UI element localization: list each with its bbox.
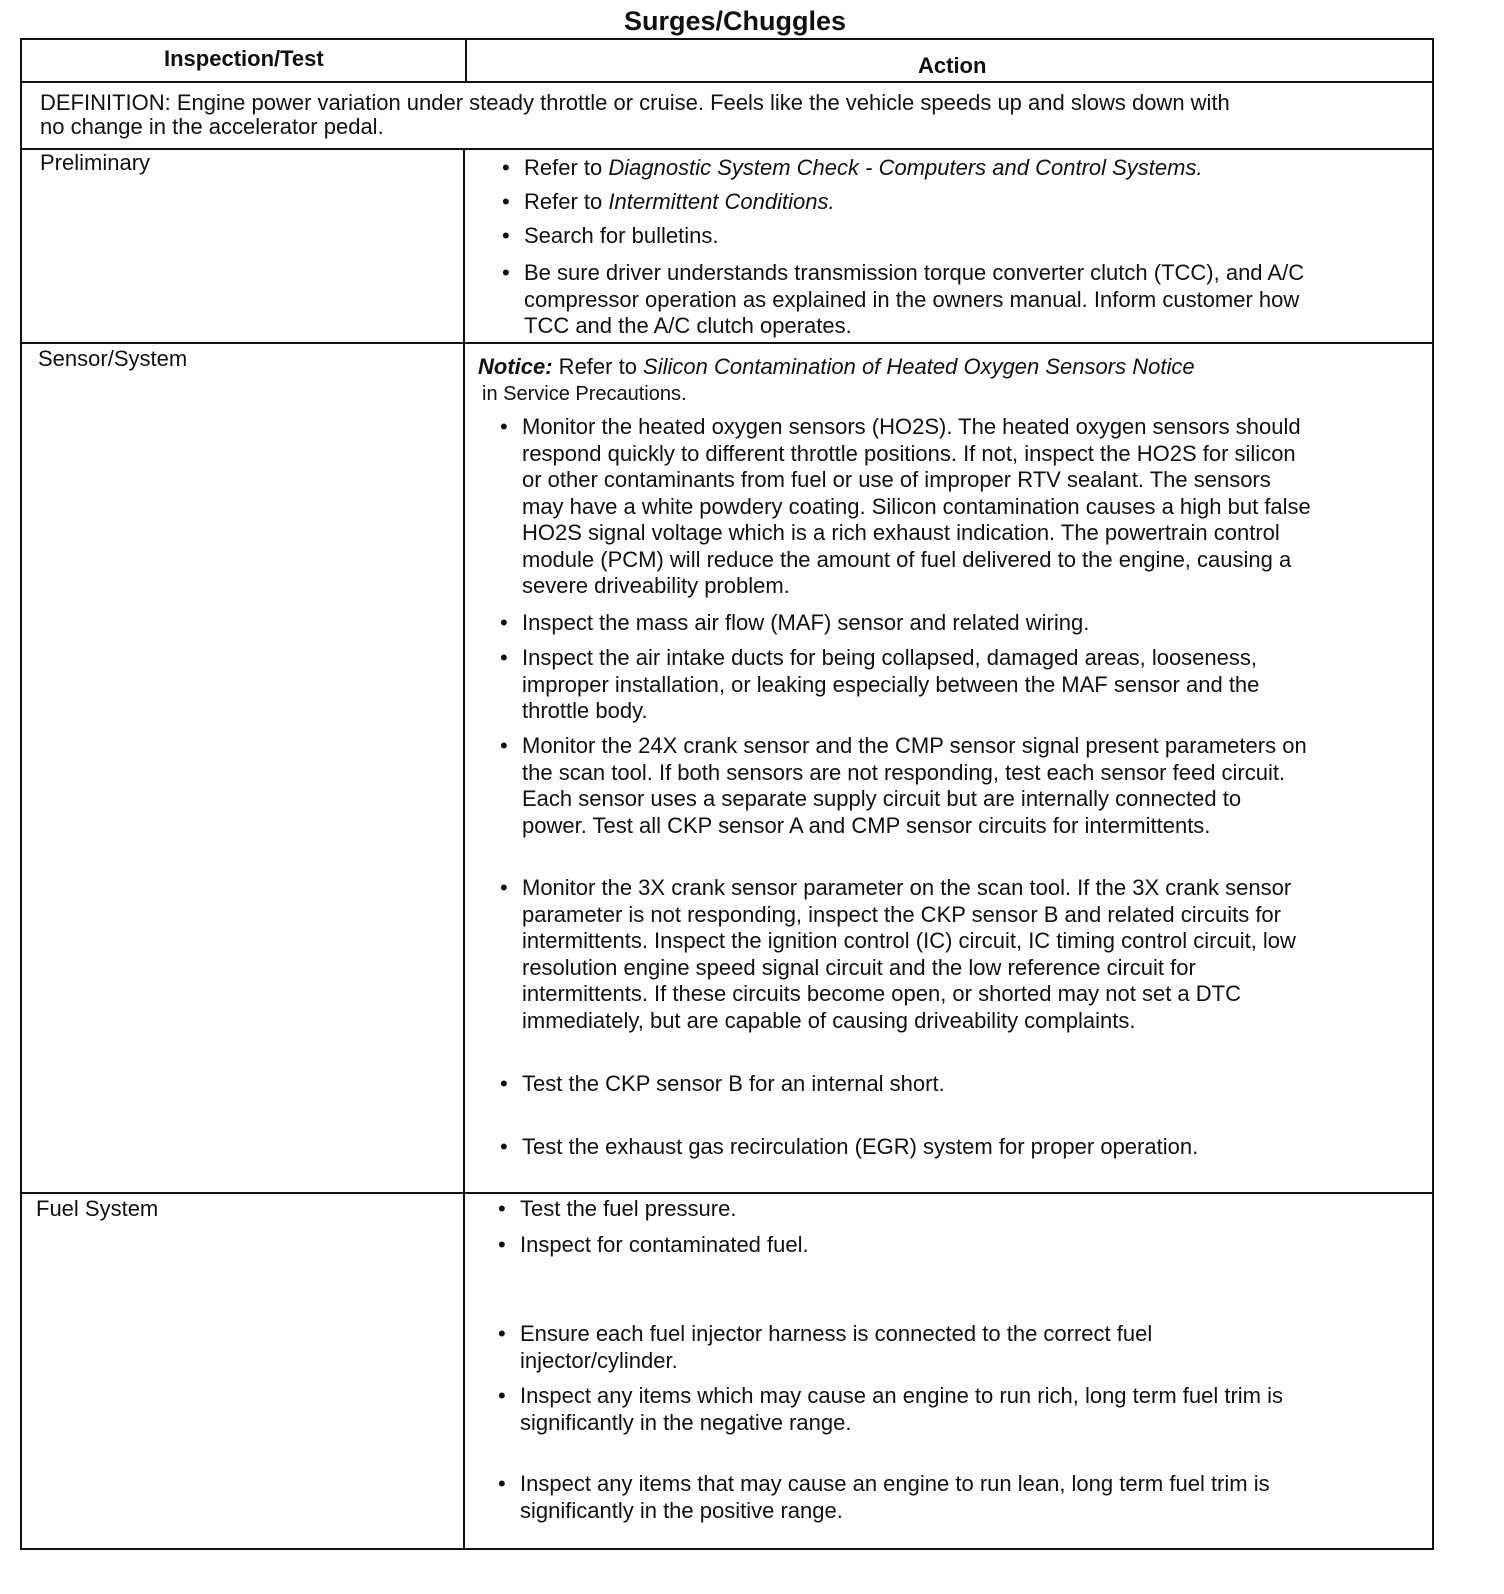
bullet-icon: • [498, 1196, 506, 1221]
bullet-item [500, 414, 1311, 600]
text-segment: Test the CKP sensor B for an internal short. [522, 1071, 945, 1096]
bullet-line [522, 955, 1296, 982]
bullet-line [520, 1348, 1152, 1375]
bullet-line [524, 260, 1304, 287]
bullet-item [498, 1196, 737, 1223]
bullet-item [500, 733, 1307, 839]
bullet-line [522, 520, 1311, 547]
bullet-line [522, 672, 1259, 699]
text-segment: severe driveability problem. [522, 573, 790, 598]
text-segment: throttle body. [522, 698, 648, 723]
bullet-line [522, 645, 1259, 672]
bullet-line [524, 313, 1304, 340]
bullet-item [500, 1071, 945, 1098]
bullet-line [524, 287, 1304, 314]
text-segment: module (PCM) will reduce the amount of fuel delivered to the engine, causing a [522, 546, 1292, 572]
bullet-item [500, 1134, 1199, 1161]
text-segment: improper installation, or leaking especially between the MAF sensor and the [522, 671, 1260, 697]
bullet-line [522, 441, 1311, 468]
text-segment: intermittents. Inspect the ignition control (IC) circuit, IC timing control circuit, low [522, 928, 1296, 953]
text-segment: HO2S signal voltage which is a rich exhaust indication. The powertrain control [522, 520, 1280, 545]
bullet-icon: • [502, 189, 510, 214]
bullet-icon: • [498, 1232, 506, 1257]
text-segment: parameter is not responding, inspect the CKP sensor B and related circuits for [522, 901, 1281, 927]
bullet-line [520, 1383, 1283, 1410]
text-segment: Monitor the heated oxygen sensors (HO2S). The heated oxygen sensors should [522, 414, 1301, 439]
bullet-line [522, 733, 1307, 760]
column-divider [465, 40, 467, 81]
column-divider [463, 148, 465, 1548]
text-segment: Search for bulletins. [524, 223, 719, 248]
bullet-line [522, 1071, 945, 1098]
bullet-item [502, 155, 1203, 182]
header-inspection-test: Inspection/Test [164, 46, 324, 71]
text-segment: immediately, but are capable of causing driveability complaints. [522, 1007, 1136, 1033]
bullet-line [522, 414, 1311, 441]
bullet-line [522, 494, 1311, 521]
bullet-item [502, 223, 719, 250]
text-segment: compressor operation as explained in the owners manual. Inform customer how [524, 286, 1300, 312]
notice-line [482, 381, 1195, 408]
text-segment: injector/cylinder. [520, 1347, 678, 1373]
text-segment: power. Test all CKP sensor A and CMP sensor circuits for intermittents. [522, 812, 1211, 838]
bullet-icon: • [502, 223, 510, 248]
definition-line-2: no change in the accelerator pedal. [40, 114, 384, 139]
bullet-line [522, 1134, 1198, 1161]
bullet-line [522, 902, 1296, 929]
bullet-icon: • [500, 610, 508, 635]
text-segment: Inspect the air intake ducts for being collapsed, damaged areas, looseness, [522, 645, 1258, 670]
text-segment: Each sensor uses a separate supply circuit but are internally connected to [522, 786, 1242, 811]
bullet-line [522, 467, 1311, 494]
text-segment: intermittents. If these circuits become open, or shorted may not set a DTC [522, 981, 1241, 1006]
bullet-icon: • [500, 414, 508, 439]
row-label-sensor-system: Sensor/System [38, 346, 188, 371]
bullet-line [522, 573, 1311, 600]
bullet-line [522, 981, 1296, 1008]
bullet-item [502, 260, 1305, 340]
text-segment: Monitor the 3X crank sensor parameter on the scan tool. If the 3X crank sensor [522, 875, 1292, 900]
bullet-line [522, 698, 1259, 725]
page-title: Surges/Chuggles [623, 6, 847, 36]
bullet-line [524, 155, 1203, 182]
bullet-line [524, 223, 718, 250]
bullet-line [522, 1008, 1296, 1035]
text-segment: Inspect for contaminated fuel. [520, 1232, 809, 1257]
header-action: Action [918, 53, 987, 78]
notice [478, 354, 1195, 407]
text-segment: Refer to [552, 354, 644, 379]
bullet-item [500, 875, 1296, 1034]
divider [22, 148, 1432, 150]
bullet-line [520, 1196, 736, 1223]
bullet-item [502, 189, 835, 216]
bullet-icon: • [500, 645, 508, 670]
bullet-line [522, 547, 1311, 574]
notice-line [478, 354, 1195, 381]
bullet-line [522, 928, 1296, 955]
bullet-line [520, 1321, 1152, 1348]
text-segment: Refer to [524, 189, 609, 214]
text-segment: Diagnostic System Check - Computers and Control Systems. [608, 155, 1203, 180]
bullet-item [498, 1471, 1270, 1524]
row-divider [22, 342, 1432, 344]
row-label-fuel-system: Fuel System [36, 1196, 159, 1221]
bullet-line [522, 875, 1296, 902]
text-segment: Test the exhaust gas recirculation (EGR) system for proper operation. [522, 1134, 1199, 1159]
text-segment: Inspect any items that may cause an engine to run lean, long term fuel trim is [520, 1471, 1270, 1496]
text-segment: TCC and the A/C clutch operates. [524, 313, 852, 338]
bullet-icon: • [498, 1383, 506, 1408]
text-segment: or other contaminants from fuel or use of improper RTV sealant. The sensors [522, 467, 1271, 492]
row-label-preliminary: Preliminary [40, 150, 151, 175]
text-segment: Notice: [478, 354, 553, 379]
bullet-icon: • [500, 1071, 508, 1096]
bullet-line [524, 189, 835, 216]
text-segment: significantly in the negative range. [520, 1409, 852, 1435]
bullet-icon: • [498, 1471, 506, 1496]
text-segment: may have a white powdery coating. Silicon contamination causes a high but false [522, 493, 1311, 519]
text-segment: respond quickly to different throttle positions. If not, inspect the HO2S for silicon [522, 440, 1296, 466]
text-segment: in Service Precautions. [482, 382, 687, 405]
text-segment: Silicon Contamination of Heated Oxygen Sensors Notice [643, 354, 1195, 379]
bullet-icon: • [500, 733, 508, 758]
bullet-line [520, 1410, 1283, 1437]
text-segment: resolution engine speed signal circuit and the low reference circuit for [522, 954, 1196, 980]
bullet-icon: • [500, 1134, 508, 1159]
bullet-item [500, 645, 1260, 725]
text-segment: Intermittent Conditions. [608, 189, 835, 214]
text-segment: significantly in the positive range. [520, 1497, 843, 1523]
bullet-item [500, 610, 1090, 637]
text-segment: Monitor the 24X crank sensor and the CMP sensor signal present parameters on [522, 733, 1307, 758]
bullet-icon: • [502, 155, 510, 180]
bullet-item [498, 1232, 809, 1259]
bullet-line [522, 813, 1307, 840]
bullet-icon: • [500, 875, 508, 900]
text-segment: Inspect any items which may cause an engine to run rich, long term fuel trim is [520, 1383, 1284, 1408]
bullet-line [522, 610, 1089, 637]
bullet-line [520, 1232, 809, 1259]
row-divider [22, 1192, 1432, 1194]
bullet-icon: • [502, 260, 510, 285]
bullet-item [498, 1321, 1153, 1374]
bullet-line [520, 1471, 1270, 1498]
bullet-icon: • [498, 1321, 506, 1346]
text-segment: Be sure driver understands transmission torque converter clutch (TCC), and A/C [524, 260, 1305, 285]
bullet-line [522, 760, 1307, 787]
bullet-item [498, 1383, 1284, 1436]
text-segment: the scan tool. If both sensors are not responding, test each sensor feed circuit. [522, 759, 1286, 785]
text-segment: Ensure each fuel injector harness is connected to the correct fuel [520, 1321, 1153, 1346]
text-segment: Test the fuel pressure. [520, 1196, 737, 1221]
surges-chuggles-table [20, 38, 1434, 1550]
text-segment: Inspect the mass air flow (MAF) sensor and related wiring. [522, 610, 1090, 635]
text-segment: Refer to [524, 155, 609, 180]
bullet-line [520, 1498, 1270, 1525]
bullet-line [522, 786, 1307, 813]
divider [22, 81, 1432, 83]
definition-line-1: DEFINITION: Engine power variation under steady throttle or cruise. Feels like the vehicle speeds up and slows down with [40, 90, 1230, 115]
